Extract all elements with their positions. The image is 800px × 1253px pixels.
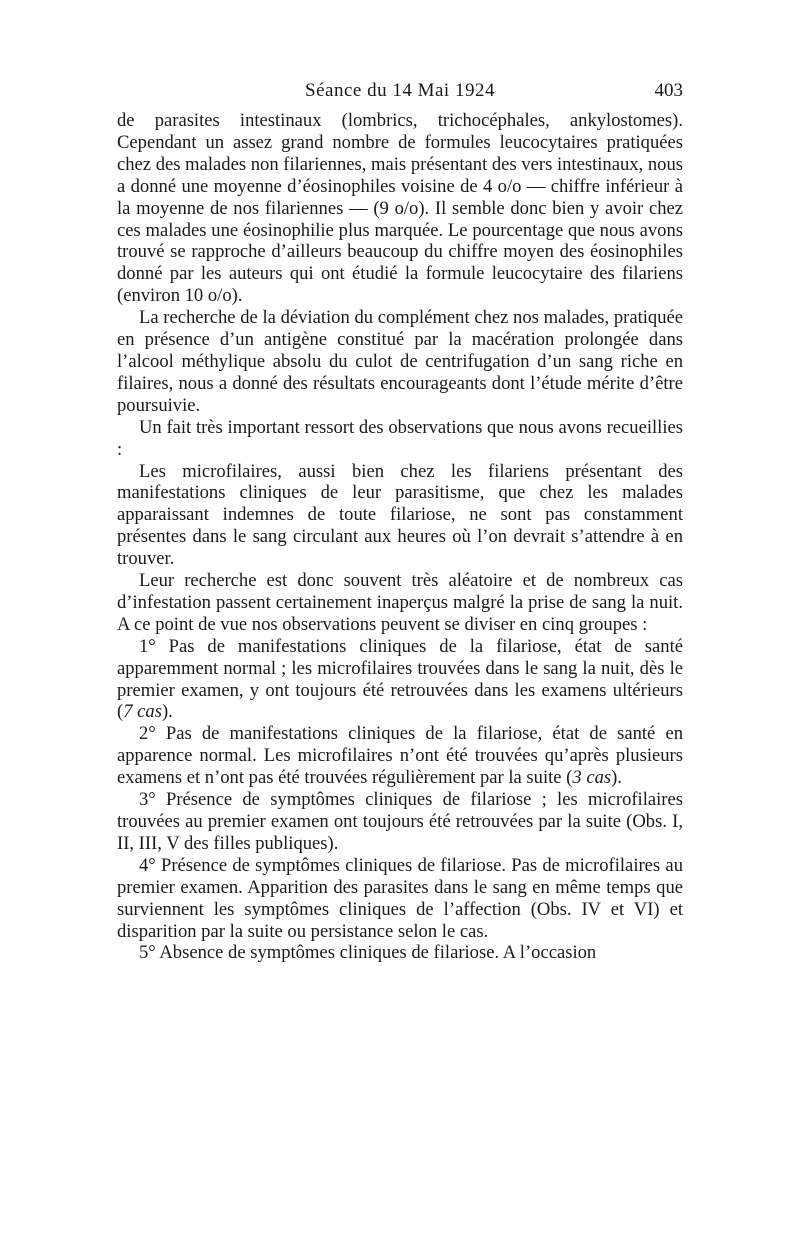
body-text	[117, 110, 683, 964]
journal-page	[117, 72, 683, 964]
paragraph-text: Un fait très important ressort des observations que nous avons recueillies :	[117, 416, 683, 460]
page-number: 403	[654, 80, 683, 101]
paragraph-tail: ).	[161, 701, 173, 723]
paragraph	[117, 110, 683, 307]
paragraph	[117, 307, 683, 417]
paragraph-text: Leur recherche est donc souvent très aléatoire et de nombreux cas d’infestation passent certainement inaperçus malgré la prise de sang la nuit. A ce point de vue nos observations peuvent se diviser en cinq groupes :	[117, 570, 683, 635]
paragraph-text: 5° Absence de symptômes cliniques de filariose. A l’occasion	[139, 942, 597, 964]
paragraph-text: 4° Présence de symptômes cliniques de filariose. Pas de microfilaires au premier examen. Apparition des parasites dans le sang en même temps que surviennent les symptômes cliniques de l’affection (Obs. IV et VI) et disparition par la suite ou persistance selon le cas.	[117, 854, 683, 942]
paragraph-text: de parasites intestinaux (lombrics, trichocéphales, ankylostomes). Cependant un assez grand nombre de formules leucocytaires pratiquées chez des malades non filariennes, mais présentant des vers intestinaux, nous a donné une moyenne d’éosinophiles voisine de 4 o/o — chiffre inférieur à la moyenne de nos filariennes — (9 o/o). Il semble donc bien y avoir chez ces malades une éosinophilie plus marquée. Le pourcentage que nous avons trouvé se rapproche d’ailleurs beaucoup du chiffre moyen des éosinophiles donné par les auteurs qui ont étudié la formule leucocytaire des filariens (environ 10 o/o).	[117, 110, 683, 307]
running-title: Séance du 14 Mai 1924	[305, 80, 495, 101]
paragraph-text: 1° Pas de manifestations cliniques de la filariose, état de santé apparemment normal ; les microfilaires trouvées dans le sang la nuit, dès le premier examen, y ont toujours été retrouvées dans les examens ultérieurs (	[117, 635, 683, 723]
running-head	[117, 72, 683, 110]
paragraph	[117, 461, 683, 571]
paragraph-text: La recherche de la déviation du complément chez nos malades, pratiquée en présence d’un antigène constitué par la macération prolongée dans l’alcool méthylique absolu du culot de centrifugation d’un sang riche en filaires, nous a donné des résultats encourageants dont l’étude mérite d’être poursuivie.	[117, 307, 683, 416]
list-item	[117, 789, 683, 855]
list-item	[117, 723, 683, 789]
paragraph-text: 3° Présence de symptômes cliniques de filariose ; les microfilaires trouvées au premier examen ont toujours été retrouvées par la suite (Obs. I, II, III, V des filles publiques).	[117, 789, 683, 854]
paragraph-text: 2° Pas de manifestations cliniques de la filariose, état de santé en apparence normal. Les microfilaires n’ont été trouvées qu’après plusieurs examens et n’ont pas été trouvées régulièrement par la suite (	[117, 723, 683, 789]
paragraph-text: Les microfilaires, aussi bien chez les filariens présentant des manifestations cliniques de leur parasitisme, que chez les malades apparaissant indemnes de toute filariose, ne sont pas constamment présentes dans le sang circulant aux heures où l’on devrait s’attendre à en trouver.	[117, 460, 683, 570]
list-item	[117, 942, 683, 964]
list-item	[117, 636, 683, 724]
case-count: 3 cas	[572, 767, 612, 789]
paragraph-tail: ).	[611, 767, 622, 789]
list-item	[117, 855, 683, 943]
paragraph	[117, 570, 683, 636]
paragraph	[117, 417, 683, 461]
case-count: 7 cas	[123, 701, 162, 723]
